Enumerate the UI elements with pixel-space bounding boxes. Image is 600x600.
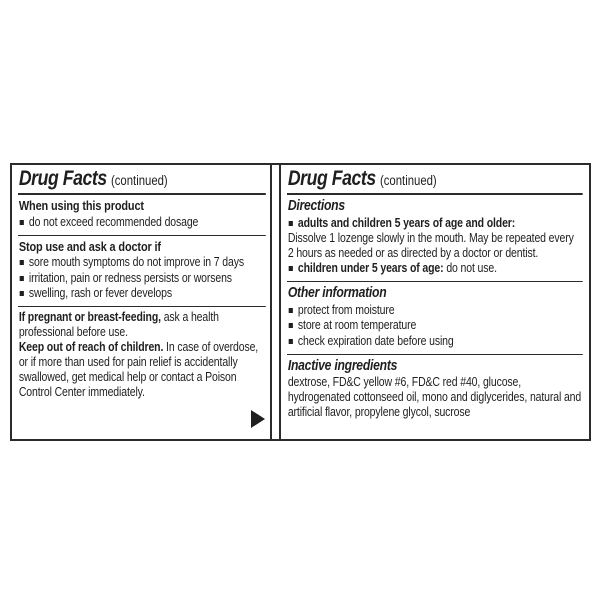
other-information-bullet-text: check expiration date before using — [297, 333, 454, 348]
stop-use-heading: Stop use and ask a doctor if — [18, 238, 161, 254]
when-using-heading: When using this product — [18, 198, 144, 213]
directions-dosage-text: Dissolve 1 lozenge slowly in the mouth. May be repeated every 2 hours as needed or as directed by a doctor or dentist. — [287, 230, 574, 260]
pregnancy-warning-lead: If pregnant or breast-feeding, — [18, 310, 161, 324]
list-item — [288, 334, 582, 349]
list-item — [19, 215, 265, 230]
section-other-information — [287, 281, 583, 354]
inactive-ingredients-heading: Inactive ingredients — [287, 357, 398, 374]
bullet-square-icon — [20, 291, 24, 296]
drug-facts-left-panel — [12, 165, 272, 439]
other-information-bullet-text: protect from moisture — [297, 302, 395, 317]
other-information-bullet-text: store at room temperature — [297, 318, 417, 332]
list-item — [288, 261, 582, 276]
directions-heading: Directions — [287, 198, 345, 214]
list-item — [288, 216, 582, 231]
drug-facts-title: Drug Facts — [287, 167, 376, 190]
pregnancy-warning-text: ask a health professional before use. — [18, 310, 219, 339]
keep-out-warning-text: In case of overdose, or if more than used for pain relief is accidentally swallowed, get medical help or contact a Poison Control Center immediately. — [18, 340, 259, 399]
directions-under-5-label: children under 5 years of age: — [297, 261, 444, 275]
section-directions — [287, 195, 583, 281]
stop-use-bullet-text: sore mouth symptoms do not improve in 7 days — [28, 255, 244, 269]
bullet-square-icon — [289, 323, 293, 328]
right-panel-header — [287, 167, 583, 195]
section-inactive-ingredients — [287, 354, 583, 425]
directions-under-5-text: do not use. — [443, 261, 497, 275]
list-item — [19, 255, 265, 270]
list-item — [288, 303, 582, 318]
bullet-square-icon — [289, 339, 293, 344]
stop-use-bullet-text: irritation, pain or redness persists or worsens — [28, 270, 232, 285]
bullet-square-icon — [20, 276, 24, 281]
drug-facts-continued-label: (continued) — [110, 173, 168, 188]
list-item — [288, 318, 582, 333]
bullet-square-icon — [20, 220, 24, 225]
when-using-bullet-text: do not exceed recommended dosage — [28, 214, 199, 229]
bullet-square-icon — [289, 266, 293, 271]
drug-facts-right-panel — [279, 165, 589, 439]
list-item — [19, 286, 265, 301]
bullet-square-icon — [20, 260, 24, 265]
bullet-square-icon — [289, 308, 293, 313]
keep-out-warning-lead: Keep out of reach of children. — [18, 340, 164, 354]
left-panel-header — [18, 167, 266, 195]
continuation-arrow-icon — [251, 410, 265, 428]
pregnancy-warning — [19, 310, 265, 340]
list-item — [19, 271, 265, 286]
keep-out-of-reach-warning — [19, 340, 265, 400]
directions-age-group-label: adults and children 5 years of age and older: — [297, 215, 516, 230]
inactive-ingredients-list: dextrose, FD&C yellow #6, FD&C red #40, glucose, hydrogenated cottonseed oil, mono and diglycerides, natural and artificial flavor, propylene glycol, sucrose — [287, 374, 582, 419]
drug-facts-title: Drug Facts — [18, 167, 107, 190]
drug-facts-continued-label: (continued) — [379, 173, 437, 188]
section-stop-use — [18, 235, 266, 307]
section-when-using-this-product — [18, 195, 266, 235]
stop-use-bullet-text: swelling, rash or fever develops — [28, 286, 172, 300]
section-warnings — [18, 306, 266, 405]
drug-facts-label — [10, 163, 591, 441]
other-information-heading: Other information — [287, 285, 387, 301]
bullet-square-icon — [289, 221, 293, 226]
directions-under-5-item — [298, 261, 497, 276]
